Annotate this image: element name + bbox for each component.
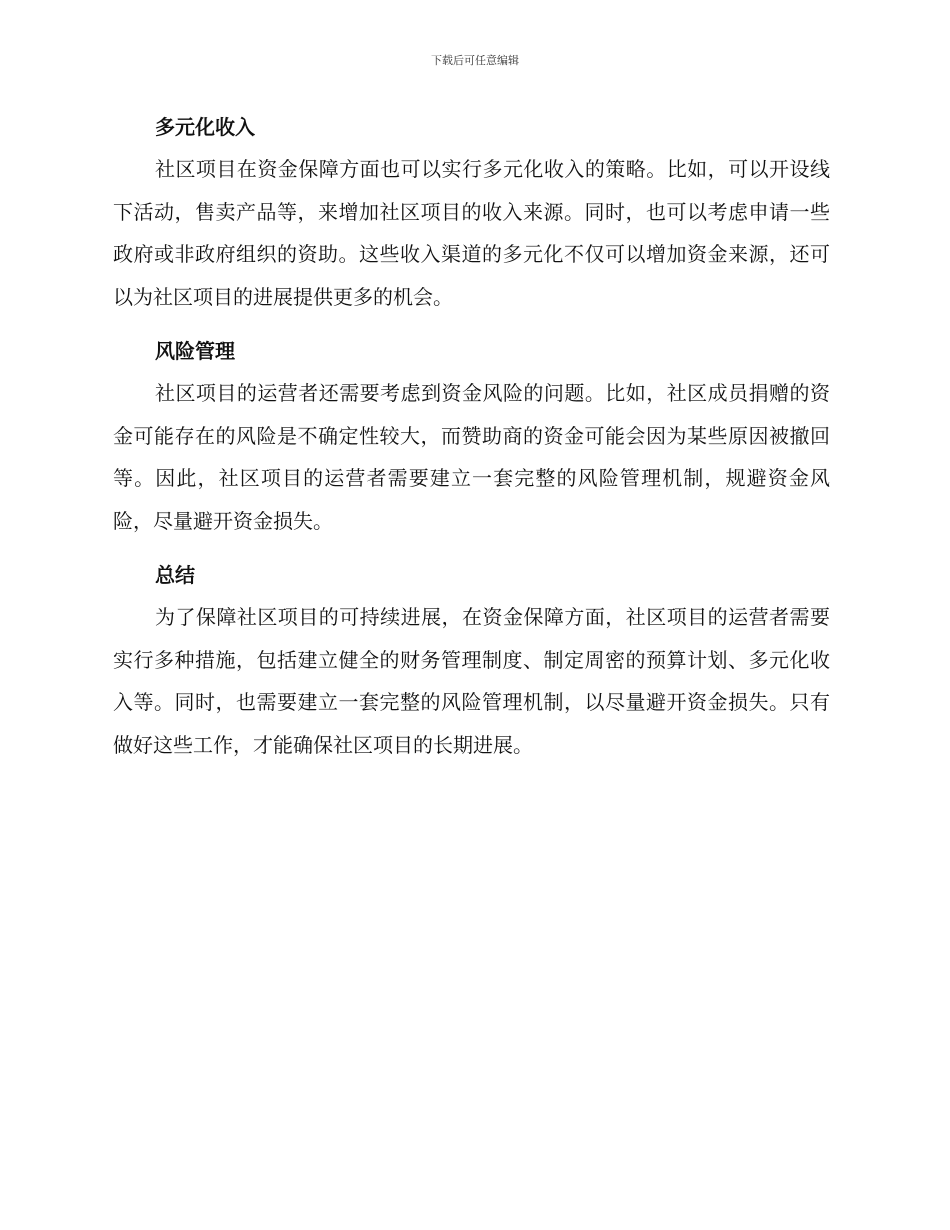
- section-diversified-income: [113, 106, 830, 318]
- document-body: [113, 106, 830, 766]
- section-paragraph: 社区项目在资金保障方面也可以实行多元化收入的策略。比如，可以开设线下活动，售卖产品等，来增加社区项目的收入来源。同时，也可以考虑申请一些政府或非政府组织的资助。这些收入渠道的多元化不仅可以增加资金来源，还可以为社区项目的进展提供更多的机会。: [113, 157, 830, 309]
- section-summary: [113, 554, 830, 766]
- section-heading: 风险管理: [155, 339, 235, 363]
- section-heading: 总结: [155, 563, 195, 587]
- section-paragraph: 社区项目的运营者还需要考虑到资金风险的问题。比如，社区成员捐赠的资金可能存在的风险是不确定性较大，而赞助商的资金可能会因为某些原因被撤回等。因此，社区项目的运营者需要建立一套完整的风险管理机制，规避资金风险，尽量避开资金损失。: [113, 381, 830, 533]
- section-heading: 多元化收入: [155, 115, 255, 139]
- section-paragraph: 为了保障社区项目的可持续进展，在资金保障方面，社区项目的运营者需要实行多种措施，包括建立健全的财务管理制度、制定周密的预算计划、多元化收入等。同时，也需要建立一套完整的风险管理机制，以尽量避开资金损失。只有做好这些工作，才能确保社区项目的长期进展。: [113, 605, 830, 757]
- section-risk-management: [113, 330, 830, 542]
- page-header: 下载后可任意编辑: [431, 54, 519, 67]
